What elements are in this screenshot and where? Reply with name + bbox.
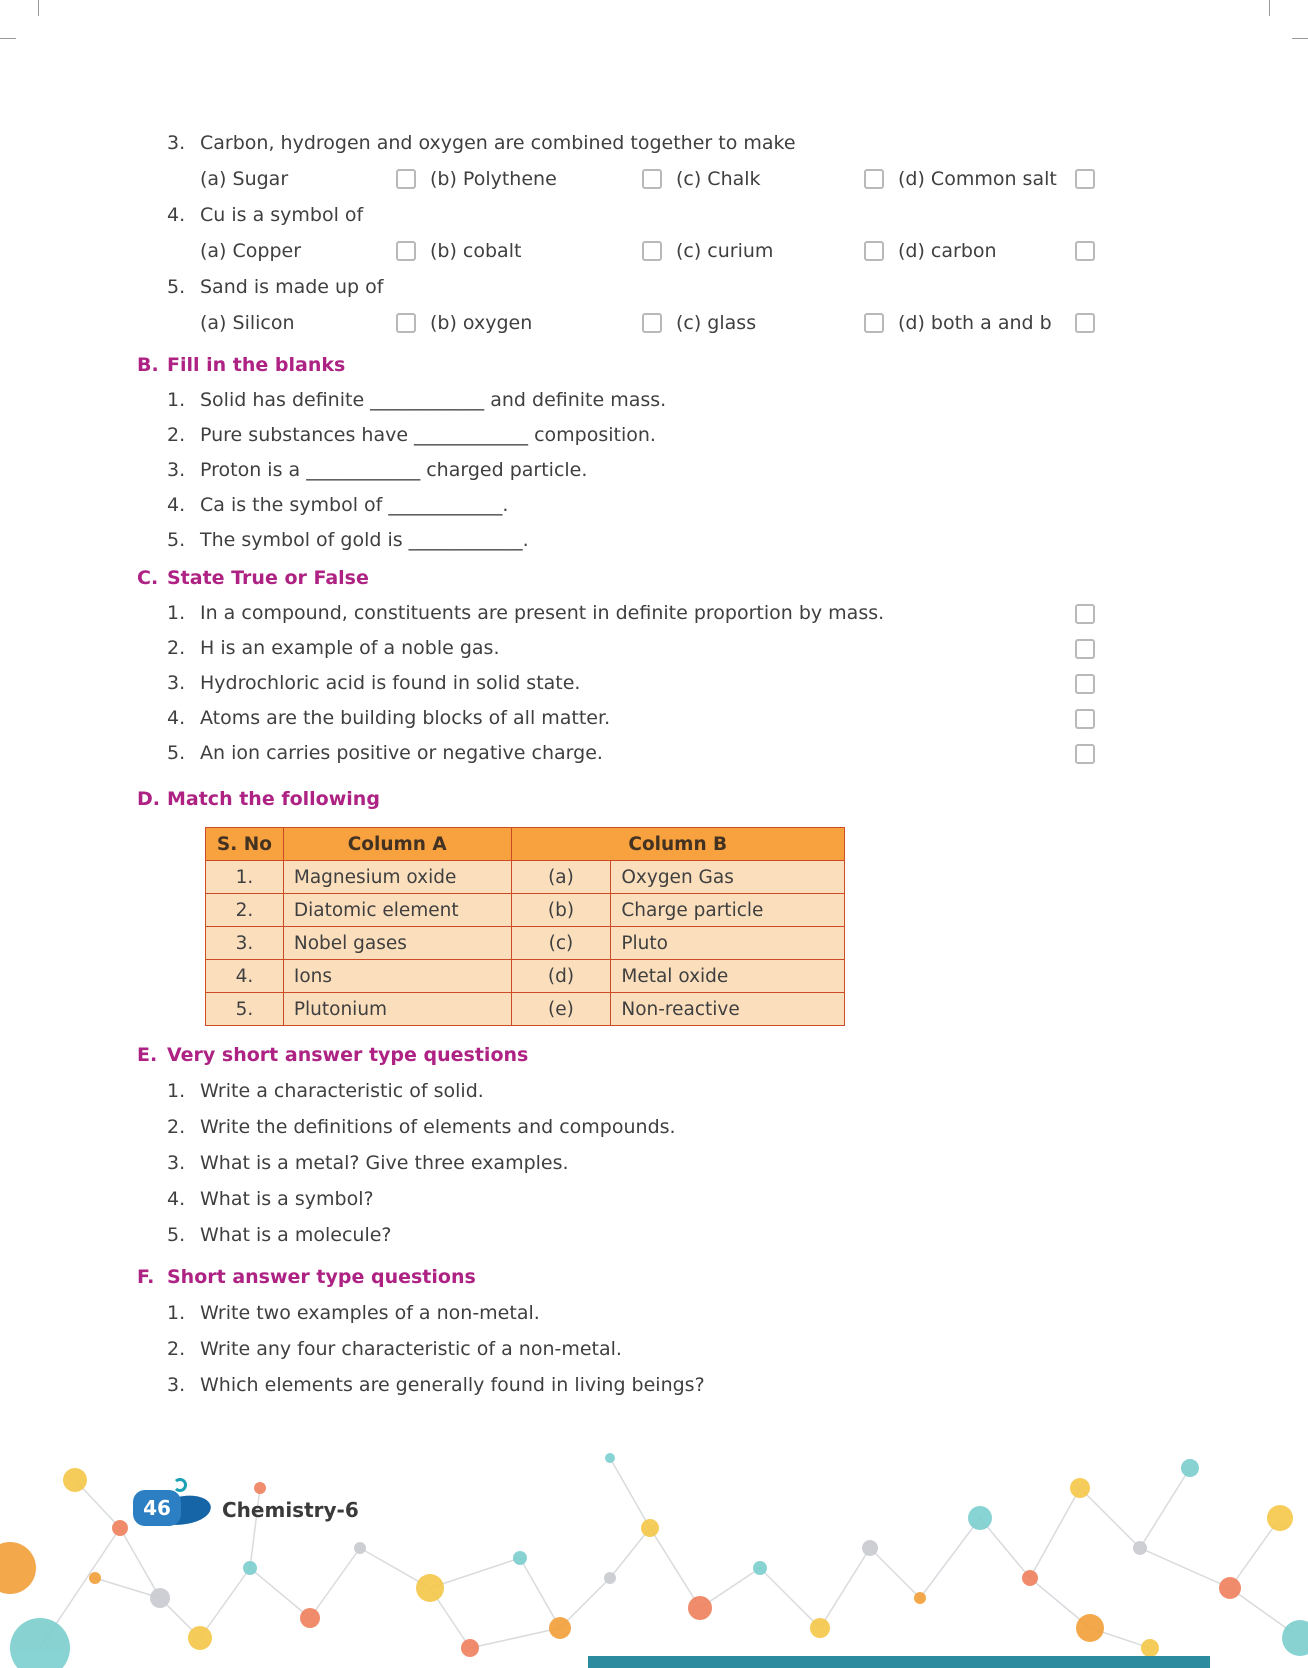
item-number: 1. <box>167 389 186 411</box>
mcq-question <box>137 125 1095 161</box>
question-item <box>137 1331 1095 1367</box>
cell-letter: (d) <box>511 960 611 993</box>
header-column-b: Column B <box>511 828 844 861</box>
option-label: (a) Silicon <box>200 312 295 334</box>
section-letter: B. <box>137 354 159 376</box>
cell-column-b: Non-reactive <box>611 993 845 1026</box>
item-number: 1. <box>167 602 186 624</box>
item-text: Solid has definite ____________ and definite mass. <box>200 389 667 411</box>
item-number: 3. <box>167 459 186 481</box>
crop-mark-top-right-h <box>1292 38 1308 39</box>
mcq-option <box>676 233 898 269</box>
option-label: (b) cobalt <box>430 240 522 262</box>
item-text: Write any four characteristic of a non-metal. <box>200 1338 622 1360</box>
mcq-question <box>137 269 1095 305</box>
fill-blank-item <box>137 383 1095 418</box>
true-false-item <box>137 596 1095 631</box>
item-number: 2. <box>167 1338 186 1360</box>
section-title: Short answer type questions <box>167 1266 476 1288</box>
option-checkbox[interactable] <box>864 313 884 333</box>
section-letter: E. <box>137 1044 158 1066</box>
option-checkbox[interactable] <box>1075 169 1095 189</box>
option-checkbox[interactable] <box>396 313 416 333</box>
mcq-question <box>137 197 1095 233</box>
item-number: 2. <box>167 424 186 446</box>
question-number: 4. <box>167 204 186 226</box>
mcq-option <box>898 305 1095 341</box>
question-item <box>137 1109 1095 1145</box>
section-heading-d <box>137 781 1095 817</box>
fill-blank-item <box>137 453 1095 488</box>
item-number: 3. <box>167 1152 186 1174</box>
item-number: 2. <box>167 1116 186 1138</box>
cell-column-a: Plutonium <box>283 993 511 1026</box>
section-heading-e <box>137 1037 1095 1073</box>
mcq-option <box>200 305 430 341</box>
cell-column-a: Diatomic element <box>283 894 511 927</box>
mcq-options-row <box>200 233 1095 269</box>
option-label: (a) Copper <box>200 240 302 262</box>
match-table-header-row <box>206 828 845 861</box>
item-text: Write the definitions of elements and compounds. <box>200 1116 676 1138</box>
option-checkbox[interactable] <box>1075 313 1095 333</box>
page-number: 46 <box>133 1490 181 1526</box>
true-false-checkbox[interactable] <box>1075 744 1095 764</box>
mcq-option <box>430 161 676 197</box>
option-checkbox[interactable] <box>642 241 662 261</box>
item-text: Write a characteristic of solid. <box>200 1080 484 1102</box>
option-label: (b) oxygen <box>430 312 533 334</box>
true-false-checkbox[interactable] <box>1075 674 1095 694</box>
true-false-item <box>137 631 1095 666</box>
option-checkbox[interactable] <box>396 169 416 189</box>
cell-sno: 5. <box>206 993 284 1026</box>
item-text: Pure substances have ____________ composition. <box>200 424 656 446</box>
item-text: What is a symbol? <box>200 1188 374 1210</box>
true-false-checkbox[interactable] <box>1075 639 1095 659</box>
cell-sno: 4. <box>206 960 284 993</box>
section-title: State True or False <box>167 567 369 589</box>
section-heading-f <box>137 1259 1095 1295</box>
question-item <box>137 1295 1095 1331</box>
cell-column-b: Charge particle <box>611 894 845 927</box>
cell-letter: (a) <box>511 861 611 894</box>
true-false-item <box>137 736 1095 771</box>
crop-mark-top-right-v <box>1269 0 1270 16</box>
cell-column-a: Nobel gases <box>283 927 511 960</box>
cell-letter: (c) <box>511 927 611 960</box>
page-content <box>137 125 1095 1403</box>
header-sno: S. No <box>206 828 284 861</box>
question-number: 5. <box>167 276 186 298</box>
item-number: 5. <box>167 1224 186 1246</box>
item-number: 2. <box>167 637 186 659</box>
item-text: An ion carries positive or negative charge. <box>200 742 603 764</box>
option-label: (d) both a and b <box>898 312 1052 334</box>
item-number: 4. <box>167 1188 186 1210</box>
mcq-options-row <box>200 305 1095 341</box>
section-letter: D. <box>137 788 160 810</box>
option-label: (d) carbon <box>898 240 997 262</box>
question-item <box>137 1145 1095 1181</box>
section-heading-c <box>137 560 1095 596</box>
item-text: What is a molecule? <box>200 1224 392 1246</box>
table-row <box>206 861 845 894</box>
section-title: Match the following <box>167 788 380 810</box>
true-false-checkbox[interactable] <box>1075 604 1095 624</box>
mcq-option <box>430 233 676 269</box>
question-number: 3. <box>167 132 186 154</box>
section-title: Very short answer type questions <box>167 1044 529 1066</box>
item-number: 5. <box>167 529 186 551</box>
cell-letter: (b) <box>511 894 611 927</box>
mcq-option <box>430 305 676 341</box>
question-item <box>137 1217 1095 1253</box>
fill-blank-item <box>137 488 1095 523</box>
section-letter: C. <box>137 567 159 589</box>
option-label: (c) Chalk <box>676 168 761 190</box>
molecule-decoration <box>0 1428 1308 1668</box>
section-heading-b <box>137 347 1095 383</box>
question-item <box>137 1073 1095 1109</box>
badge-swirl-icon <box>173 1478 187 1492</box>
table-row <box>206 927 845 960</box>
table-row <box>206 894 845 927</box>
option-label: (c) glass <box>676 312 757 334</box>
true-false-checkbox[interactable] <box>1075 709 1095 729</box>
mcq-option <box>676 305 898 341</box>
cell-column-b: Oxygen Gas <box>611 861 845 894</box>
item-number: 3. <box>167 672 186 694</box>
mcq-option <box>676 161 898 197</box>
question-item <box>137 1181 1095 1217</box>
mcq-option <box>200 161 430 197</box>
option-checkbox[interactable] <box>396 241 416 261</box>
cell-column-b: Metal oxide <box>611 960 845 993</box>
header-column-a: Column A <box>283 828 511 861</box>
item-number: 5. <box>167 742 186 764</box>
question-text: Carbon, hydrogen and oxygen are combined together to make <box>200 132 796 154</box>
option-label: (c) curium <box>676 240 774 262</box>
option-label: (b) Polythene <box>430 168 557 190</box>
item-text: Which elements are generally found in living beings? <box>200 1374 705 1396</box>
page-number-badge <box>133 1490 191 1528</box>
mcq-options-row <box>200 161 1095 197</box>
question-item <box>137 1367 1095 1403</box>
item-text: Hydrochloric acid is found in solid state. <box>200 672 581 694</box>
question-text: Cu is a symbol of <box>200 204 364 226</box>
option-checkbox[interactable] <box>864 241 884 261</box>
cell-column-b: Pluto <box>611 927 845 960</box>
cell-sno: 1. <box>206 861 284 894</box>
option-label: (a) Sugar <box>200 168 289 190</box>
table-row <box>206 960 845 993</box>
item-text: Write two examples of a non-metal. <box>200 1302 540 1324</box>
fill-blank-item <box>137 523 1095 558</box>
item-text: What is a metal? Give three examples. <box>200 1152 569 1174</box>
true-false-item <box>137 701 1095 736</box>
mcq-option <box>898 161 1095 197</box>
book-title: Chemistry-6 <box>222 1498 359 1522</box>
item-text: The symbol of gold is ____________. <box>200 529 529 551</box>
crop-mark-top-left-v <box>38 0 39 16</box>
table-row <box>206 993 845 1026</box>
item-text: Atoms are the building blocks of all matter. <box>200 707 611 729</box>
option-checkbox[interactable] <box>642 313 662 333</box>
item-number: 3. <box>167 1374 186 1396</box>
option-checkbox[interactable] <box>864 169 884 189</box>
bottom-bar <box>588 1656 1210 1668</box>
question-text: Sand is made up of <box>200 276 384 298</box>
mcq-option <box>200 233 430 269</box>
item-text: H is an example of a noble gas. <box>200 637 500 659</box>
cell-letter: (e) <box>511 993 611 1026</box>
cell-sno: 3. <box>206 927 284 960</box>
option-label: (d) Common salt <box>898 168 1057 190</box>
cell-sno: 2. <box>206 894 284 927</box>
item-number: 1. <box>167 1302 186 1324</box>
cell-column-a: Magnesium oxide <box>283 861 511 894</box>
section-letter: F. <box>137 1266 155 1288</box>
section-title: Fill in the blanks <box>167 354 346 376</box>
item-text: Proton is a ____________ charged particle. <box>200 459 588 481</box>
option-checkbox[interactable] <box>642 169 662 189</box>
item-number: 4. <box>167 707 186 729</box>
true-false-item <box>137 666 1095 701</box>
mcq-option <box>898 233 1095 269</box>
match-table <box>205 827 845 1026</box>
item-number: 1. <box>167 1080 186 1102</box>
cell-column-a: Ions <box>283 960 511 993</box>
option-checkbox[interactable] <box>1075 241 1095 261</box>
fill-blank-item <box>137 418 1095 453</box>
item-text: In a compound, constituents are present in definite proportion by mass. <box>200 602 885 624</box>
item-text: Ca is the symbol of ____________. <box>200 494 509 516</box>
crop-mark-top-left-h <box>0 38 16 39</box>
item-number: 4. <box>167 494 186 516</box>
